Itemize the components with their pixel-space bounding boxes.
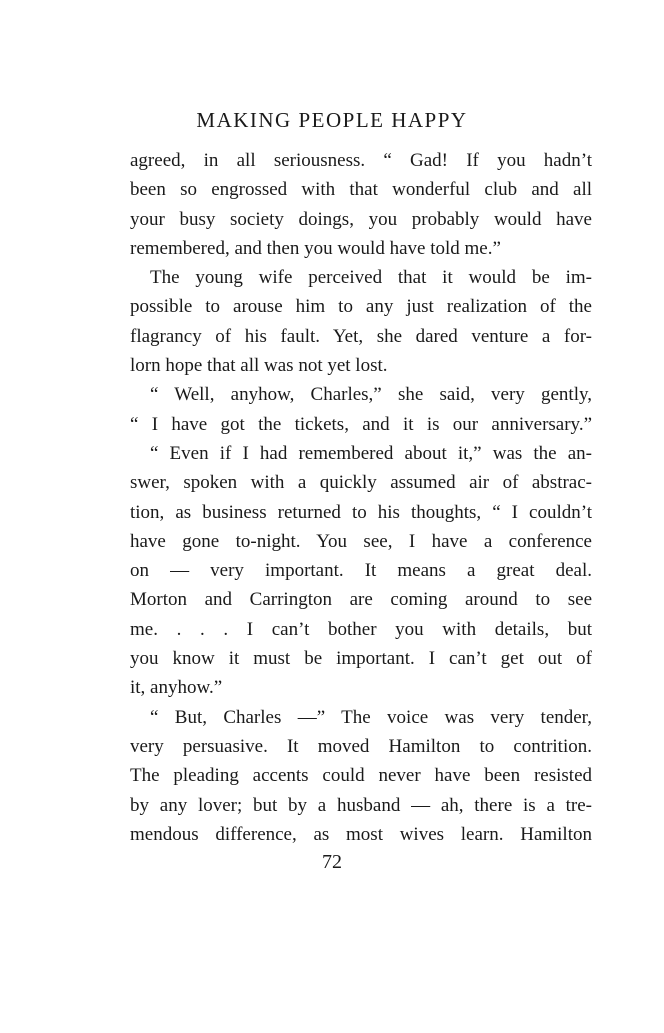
- text-line: Morton and Carrington are coming around to see: [130, 589, 592, 611]
- text-line: by any lover; but by a husband — ah, there is a tre-: [130, 794, 592, 816]
- text-line: “ Well, anyhow, Charles,” she said, very gently,: [150, 384, 592, 406]
- text-line: it, anyhow.”: [130, 677, 223, 699]
- text-line: remembered, and then you would have told me.”: [130, 237, 501, 259]
- text-line: flagrancy of his fault. Yet, she dared venture a for-: [130, 325, 592, 347]
- text-line: very persuasive. It moved Hamilton to contrition.: [130, 735, 592, 757]
- text-line: your busy society doings, you probably would have: [130, 208, 592, 230]
- text-line: possible to arouse him to any just realization of the: [130, 296, 592, 318]
- text-line: agreed, in all seriousness. “ Gad! If you hadn’t: [130, 150, 592, 171]
- text-line: swer, spoken with a quickly assumed air of abstrac-: [130, 472, 592, 494]
- page-number: 72: [322, 851, 342, 873]
- running-head-title: MAKING PEOPLE HAPPY: [196, 108, 468, 132]
- text-line: The pleading accents could never have been resisted: [130, 765, 592, 787]
- text-line: “ Even if I had remembered about it,” was the an-: [150, 442, 592, 464]
- text-line: The young wife perceived that it would be im-: [150, 267, 592, 289]
- text-line: “ I have got the tickets, and it is our anniversary.”: [130, 413, 592, 435]
- body-text: [130, 146, 592, 849]
- text-line: “ But, Charles —” The voice was very tender,: [150, 706, 592, 728]
- text-line: me. . . . I can’t bother you with details, but: [130, 618, 592, 640]
- text-line: have gone to-night. You see, I have a conference: [130, 530, 592, 552]
- text-line: lorn hope that all was not yet lost.: [130, 355, 388, 377]
- text-line: on — very important. It means a great deal.: [130, 560, 592, 582]
- text-line: you know it must be important. I can’t get out of: [130, 648, 592, 670]
- text-line: mendous difference, as most wives learn. Hamilton: [130, 823, 592, 845]
- text-line: tion, as business returned to his thoughts, “ I couldn’t: [130, 501, 592, 523]
- text-line: been so engrossed with that wonderful club and all: [130, 179, 592, 201]
